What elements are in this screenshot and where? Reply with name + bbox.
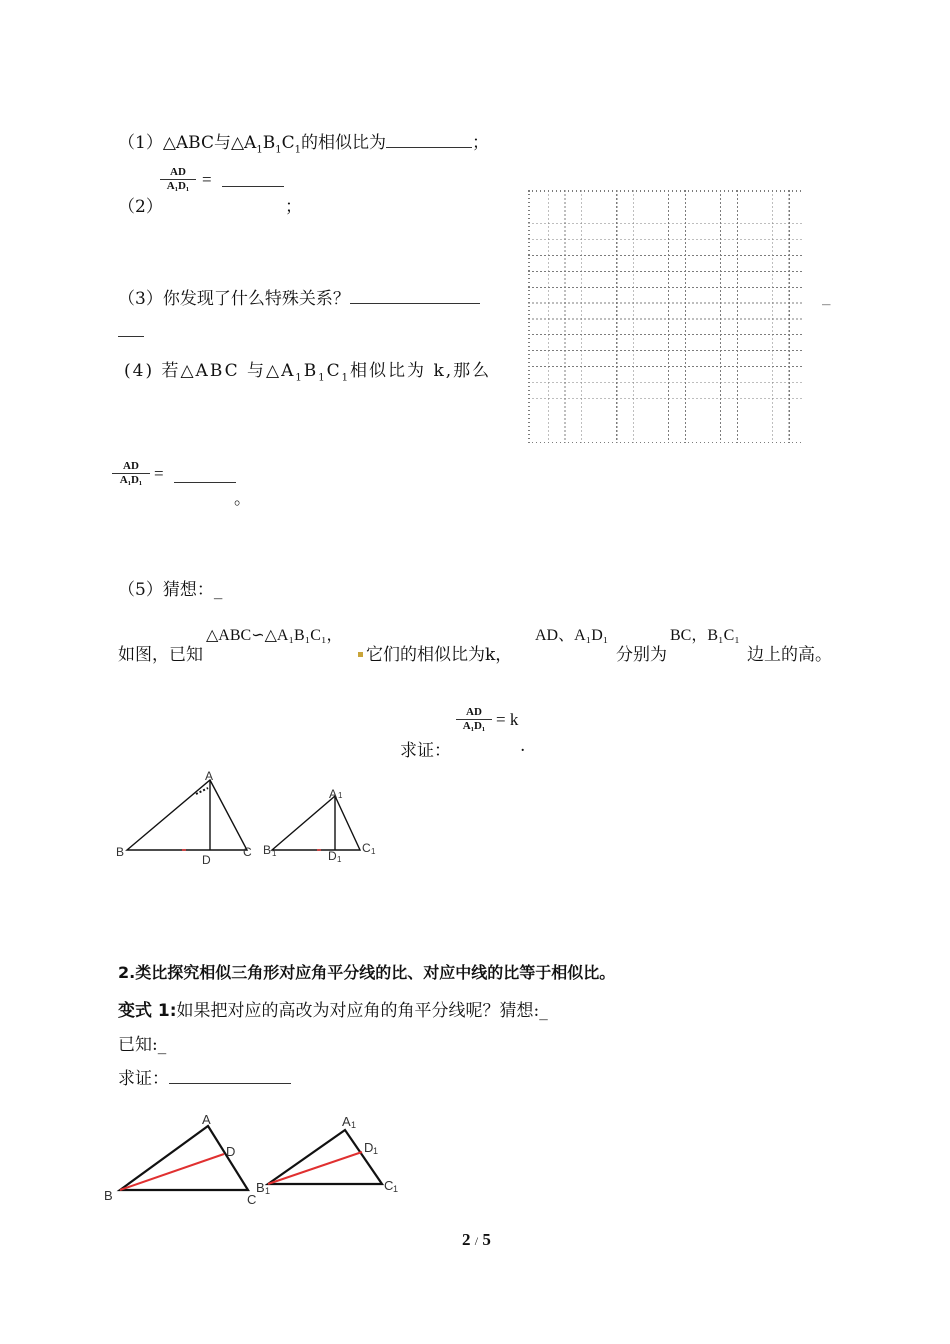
q1-sub-b: 1 [275, 144, 282, 156]
q1-sub-a: 1 [256, 144, 263, 156]
question-4 [124, 356, 491, 383]
triangle2-a1b1c1 [268, 1130, 382, 1184]
label2-d1: D [364, 1140, 374, 1155]
given-similar-triangles: △ABC∽△A₁B₁C₁， [206, 627, 343, 644]
question-1 [118, 128, 489, 155]
label-a: A [205, 769, 214, 783]
q4-suffix: 相似比为 k,那么 [350, 361, 492, 381]
label2-d: D [226, 1144, 236, 1159]
label-d: D [202, 853, 211, 867]
q2-prefix: （2） [118, 197, 163, 217]
label-c: C [243, 845, 252, 859]
q2-fraction [160, 166, 196, 193]
question-5: （5）猜想：_ [118, 580, 223, 600]
label2-b1: B [256, 1180, 265, 1195]
given-ratio: 它们的相似比为k， [366, 645, 513, 665]
prove-2-label: 求证： [118, 1069, 169, 1089]
q1-mid: B [262, 133, 276, 153]
q4-period: 。 [234, 489, 251, 509]
page-current: 2 [462, 1230, 471, 1249]
q3-text: （3）你发现了什么特殊关系？ [118, 289, 350, 309]
triangle-abc [127, 780, 247, 850]
q4-sub-c: 1 [341, 372, 351, 384]
prove-2-blank[interactable] [169, 1083, 291, 1084]
page-sep: / [474, 1234, 479, 1248]
q4-text: (4) 若△ABC 与△A [124, 361, 296, 381]
given-sides: BC，B₁C₁ [670, 627, 740, 644]
label2-c: C [247, 1192, 257, 1207]
prove-label: 求证： [400, 741, 451, 761]
label-d1: D [328, 849, 337, 863]
figure-bisectors [100, 1108, 410, 1208]
variant-1-text: 如果把对应的高改为对应角的角平分线呢？猜想:_ [176, 1001, 548, 1021]
q3-answer-line2[interactable] [118, 336, 144, 337]
q4-answer-blank[interactable] [174, 482, 236, 483]
section-2-title: 2.类比探究相似三角形对应角平分线的比、对应中线的比等于相似比。 [118, 963, 616, 982]
label-a1: A [329, 787, 338, 801]
label-a1-sub: 1 [338, 791, 343, 800]
q1-prefix: （1）△ABC与△A [118, 133, 257, 153]
page-number [462, 1230, 491, 1250]
q4-sub-b: 1 [318, 372, 327, 384]
given-respectively: 分别为 [616, 645, 667, 665]
label2-c1: C [384, 1178, 394, 1193]
label2-a1-sub: 1 [351, 1120, 357, 1130]
grid-dots-mask [528, 190, 804, 443]
variant-1-label: 变式 1: [118, 1001, 177, 1021]
prove-fraction [456, 706, 492, 733]
q1-answer-blank[interactable] [386, 147, 472, 148]
label-c1-sub: 1 [371, 847, 376, 856]
q4-frac-den: A₁D₁ [112, 473, 150, 487]
triangle-a1b1c1 [272, 796, 360, 850]
label-b1: B [263, 843, 272, 857]
label2-b1-sub: 1 [265, 1186, 271, 1196]
bisector-bd [120, 1154, 224, 1190]
q3-dash: _ [822, 286, 831, 306]
q1-suffix: 的相似比为 [300, 133, 386, 153]
given-tail: 边上的高。 [747, 645, 832, 665]
prove-2 [118, 1064, 291, 1089]
q4-fraction [112, 460, 150, 487]
page-total: 5 [482, 1230, 491, 1249]
q4-equals: = [154, 464, 164, 483]
q3-answer-blank[interactable] [350, 303, 480, 304]
q4-mid: B [303, 361, 319, 381]
q4-frac-num: AD [123, 460, 139, 472]
prove-equals-k: = k [496, 710, 519, 729]
q2-answer-blank[interactable] [222, 186, 284, 187]
variant-1 [118, 996, 548, 1021]
label-b1-sub: 1 [272, 849, 277, 858]
question-3 [118, 284, 480, 309]
label2-a: A [202, 1112, 211, 1127]
q1-sub-c: 1 [294, 144, 301, 156]
prove-frac-num: AD [466, 706, 482, 718]
label2-b: B [104, 1188, 113, 1203]
prove-end: . [520, 736, 526, 756]
given-heights: AD、A₁D₁ [535, 627, 609, 644]
q1-mid2: C [281, 133, 295, 153]
label-c1: C [362, 841, 371, 855]
marker-dot [358, 652, 363, 657]
q4-mid2: C [326, 361, 342, 381]
given-prefix: 如图，已知 [118, 645, 203, 665]
prove-frac-den: A₁D₁ [456, 719, 492, 733]
label2-d1-sub: 1 [373, 1146, 379, 1156]
bisector-b1d1 [268, 1152, 362, 1184]
q1-end: ； [471, 133, 489, 153]
label2-a1: A [342, 1114, 351, 1129]
q4-sub-a: 1 [295, 372, 304, 384]
q2-frac-num: AD [170, 166, 186, 178]
q2-frac-den: A₁D₁ [160, 179, 196, 193]
label-d1-sub: 1 [337, 855, 342, 864]
known-line: 已知:_ [118, 1035, 167, 1055]
label-b: B [116, 845, 125, 859]
label2-c1-sub: 1 [393, 1184, 399, 1194]
q2-end: ； [285, 197, 302, 217]
q2-equals: = [202, 170, 212, 189]
figure-altitudes [110, 768, 400, 868]
